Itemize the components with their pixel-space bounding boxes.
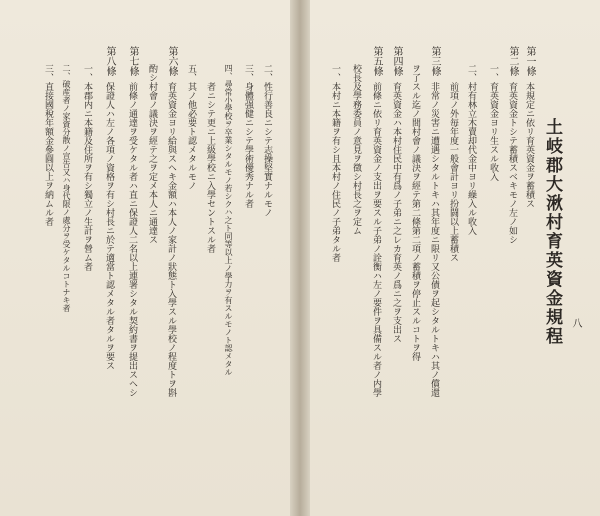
right-col-3: 第二條 — [507, 46, 518, 76]
book-gutter — [290, 0, 310, 516]
right-col-2: 本規定ニ依リ育英資金ヲ蓄積ス — [524, 82, 534, 208]
left-col-4: 者ニシテ更ニ上級學校ニ入學セントスル者 — [205, 82, 215, 253]
right-col-7: 前項ノ外毎年度一般會計ヨリ扮闘以上蓄積ス — [448, 82, 458, 262]
left-col-14: 二、破産者ノ家資分散ノ宣告又ハ身代限ノ處分ヲ受ケタルコトナキ者 — [62, 64, 71, 312]
left-col-13: 一、本郡内ニ本籍及住所ヲ有シ獨立ノ生計ヲ營ム者 — [82, 64, 92, 271]
right-col-11: 第四條 — [391, 46, 402, 76]
left-col-15: 三、直接國稅年額金參圓以上ヲ納ムル者 — [43, 64, 53, 226]
left-col-3: 四、尋常小學校ヲ卒業シタルモノ若シクハ之ト同等以上ノ學力ヲ有スルモノト認メタル — [224, 64, 233, 376]
right-col-13: 第五條 — [371, 46, 382, 76]
right-col-12: 育英資金ハ本村住民中有爲ノ子弟ニ之レカ育英ノ爲ニ之ヲ支出ス — [391, 82, 401, 343]
left-col-2: 三、身體强健ニシテ學術優秀ナル者 — [243, 64, 253, 208]
right-col-4: 育英資金トシテ蓄積スベキモノ左ノ如シ — [507, 82, 517, 244]
page-title: 土岐郡大湫村育英資金規程 — [542, 118, 562, 346]
right-col-8: 第三條 — [429, 46, 440, 76]
page-number: 八 — [570, 318, 581, 328]
right-col-14: 前條ニ依リ育英資金ノ支出ヲ要スル子弟ノ詮衡ハ左ノ要件ヲ具備スル者ノ内學 — [371, 82, 381, 397]
left-col-9: 第七條 — [127, 46, 138, 76]
right-col-6: 二、村有林立木賣却代金中ヨリ繰入ル收入 — [466, 64, 476, 235]
right-col-9: 非常ノ災害ニ遭遇シタルトキハ其年度ニ限リ又公債ヲ起シタルトキハ其ノ償還 — [429, 82, 439, 397]
right-col-1: 第一條 — [524, 46, 535, 76]
left-col-10: 前條ノ通達ヲ受ケタル者ハ直ニ保證人二名以上連署シタル契約書ヲ提出スヘシ — [127, 82, 137, 397]
left-col-5: 五、其ノ他必要ト認メタルモノ — [186, 64, 196, 190]
left-col-8: 酌シ村會ノ議決ヲ經テ之ヲ定メ本人ニ通達ス — [147, 64, 157, 244]
left-col-1: 二、性行善良ニシテ志操堅實ナルモノ — [262, 64, 272, 217]
left-col-6: 第六條 — [166, 46, 177, 76]
right-col-16: 一、本村ニ本籍ヲ有シ且本村ノ住民ノ子弟タル者 — [330, 64, 340, 262]
right-col-5: 一、育英資金ヨリ生スル收入 — [488, 64, 498, 181]
right-col-10: ヲ了スル迄ノ間村會ノ議決ヲ經テ第二條第二項ノ蓄積ヲ停止スルコトヲ得 — [410, 64, 420, 361]
left-col-12: 保證人ハ左ノ各項ノ資格ヲ有シ村長ニ於テ適當ト認メタル者タルヲ要ス — [104, 82, 114, 370]
left-col-11: 第八條 — [104, 46, 115, 76]
right-col-15: 校長及學務委員ノ意見ヲ徴シ村長之ヲ定ム — [351, 64, 361, 235]
left-col-7: 育英資金ヨリ給與スヘキ金額ハ本人ノ家計ノ狀態ト入學スル學校ノ程度トヲ斟 — [166, 82, 176, 397]
